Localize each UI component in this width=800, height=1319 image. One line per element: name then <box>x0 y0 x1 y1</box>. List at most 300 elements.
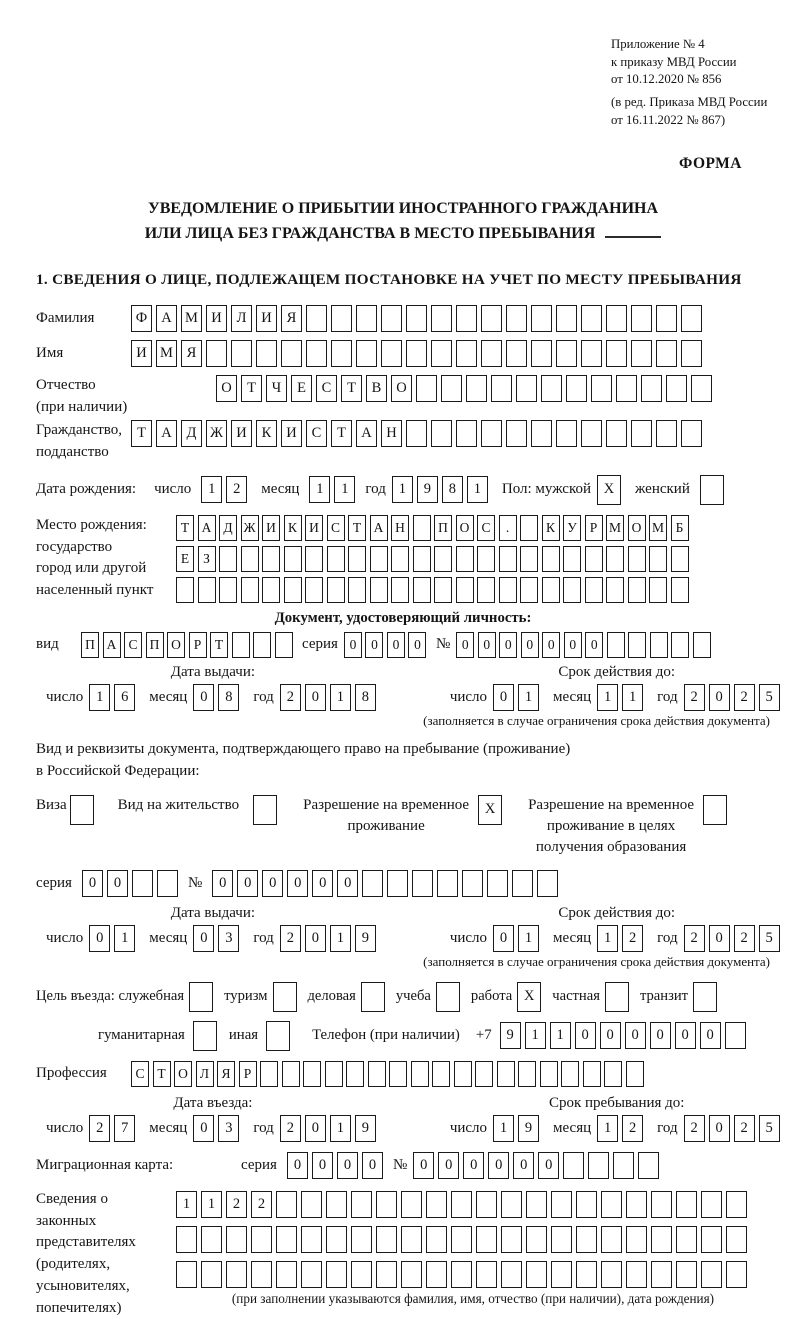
char-cell[interactable] <box>726 1191 747 1218</box>
char-cell[interactable]: Т <box>241 375 262 402</box>
char-cell[interactable] <box>626 1226 647 1253</box>
char-cell[interactable]: 2 <box>684 684 705 711</box>
char-cell[interactable]: Д <box>181 420 202 447</box>
char-cell[interactable] <box>370 546 388 572</box>
char-cell[interactable]: Т <box>131 420 152 447</box>
char-cell[interactable]: 2 <box>226 476 247 503</box>
char-cell[interactable]: 0 <box>513 1152 534 1179</box>
char-cell[interactable] <box>604 1061 622 1087</box>
char-cell[interactable] <box>451 1191 472 1218</box>
char-cell[interactable]: 0 <box>305 925 326 952</box>
char-cell[interactable]: Т <box>210 632 228 658</box>
char-cell[interactable]: Я <box>217 1061 235 1087</box>
char-cell[interactable]: А <box>156 420 177 447</box>
char-cell[interactable] <box>256 340 277 367</box>
birth-place-row3-cells[interactable] <box>176 577 692 603</box>
citizenship-cells[interactable] <box>131 420 706 447</box>
char-cell[interactable]: 0 <box>564 632 582 658</box>
char-cell[interactable]: 0 <box>305 1115 326 1142</box>
char-cell[interactable]: 9 <box>518 1115 539 1142</box>
char-cell[interactable]: С <box>306 420 327 447</box>
char-cell[interactable] <box>281 340 302 367</box>
char-cell[interactable] <box>605 982 629 1012</box>
char-cell[interactable]: О <box>174 1061 192 1087</box>
purpose-private-checkbox[interactable] <box>605 982 633 1012</box>
char-cell[interactable]: Т <box>176 515 194 541</box>
char-cell[interactable] <box>641 375 662 402</box>
char-cell[interactable]: А <box>198 515 216 541</box>
char-cell[interactable] <box>406 420 427 447</box>
char-cell[interactable]: 3 <box>218 1115 239 1142</box>
char-cell[interactable] <box>606 577 624 603</box>
char-cell[interactable] <box>526 1226 547 1253</box>
char-cell[interactable] <box>262 546 280 572</box>
char-cell[interactable]: И <box>305 515 323 541</box>
char-cell[interactable]: Е <box>291 375 312 402</box>
char-cell[interactable] <box>262 577 280 603</box>
char-cell[interactable] <box>351 1191 372 1218</box>
char-cell[interactable] <box>520 577 538 603</box>
char-cell[interactable] <box>585 546 603 572</box>
char-cell[interactable] <box>616 375 637 402</box>
char-cell[interactable]: П <box>81 632 99 658</box>
char-cell[interactable] <box>681 305 702 332</box>
char-cell[interactable] <box>326 1261 347 1288</box>
char-cell[interactable]: М <box>156 340 177 367</box>
char-cell[interactable] <box>326 1226 347 1253</box>
char-cell[interactable] <box>391 546 409 572</box>
char-cell[interactable] <box>512 870 533 897</box>
char-cell[interactable] <box>241 577 259 603</box>
char-cell[interactable]: 0 <box>709 925 730 952</box>
char-cell[interactable]: 0 <box>312 1152 333 1179</box>
char-cell[interactable] <box>628 546 646 572</box>
id-valid-year-cells[interactable] <box>684 684 784 711</box>
char-cell[interactable]: О <box>167 632 185 658</box>
purpose-work-checkbox[interactable] <box>517 982 545 1012</box>
char-cell[interactable]: 0 <box>585 632 603 658</box>
char-cell[interactable]: 0 <box>387 632 405 658</box>
char-cell[interactable]: С <box>131 1061 149 1087</box>
char-cell[interactable] <box>251 1261 272 1288</box>
char-cell[interactable]: Ж <box>206 420 227 447</box>
char-cell[interactable]: Т <box>348 515 366 541</box>
char-cell[interactable] <box>676 1191 697 1218</box>
char-cell[interactable] <box>441 375 462 402</box>
char-cell[interactable] <box>606 340 627 367</box>
birth-place-row1-cells[interactable] <box>176 515 692 541</box>
char-cell[interactable] <box>726 1261 747 1288</box>
char-cell[interactable] <box>501 1191 522 1218</box>
doc-series-cells[interactable] <box>344 632 430 658</box>
char-cell[interactable] <box>466 375 487 402</box>
char-cell[interactable] <box>531 305 552 332</box>
char-cell[interactable]: С <box>316 375 337 402</box>
char-cell[interactable]: Т <box>341 375 362 402</box>
char-cell[interactable] <box>561 1061 579 1087</box>
temp-residence-checkbox[interactable] <box>478 795 506 825</box>
char-cell[interactable] <box>476 1261 497 1288</box>
char-cell[interactable] <box>370 577 388 603</box>
purpose-humanitarian-checkbox[interactable] <box>193 1021 221 1051</box>
char-cell[interactable] <box>413 515 431 541</box>
char-cell[interactable]: 0 <box>287 1152 308 1179</box>
char-cell[interactable]: 8 <box>355 684 376 711</box>
purpose-study-checkbox[interactable] <box>436 982 464 1012</box>
res-series-cells[interactable] <box>82 870 182 897</box>
char-cell[interactable] <box>456 340 477 367</box>
char-cell[interactable]: 0 <box>521 632 539 658</box>
stay-year-cells[interactable] <box>684 1115 784 1142</box>
char-cell[interactable]: Д <box>219 515 237 541</box>
char-cell[interactable]: 8 <box>442 476 463 503</box>
char-cell[interactable]: 0 <box>538 1152 559 1179</box>
char-cell[interactable]: М <box>181 305 202 332</box>
char-cell[interactable]: 1 <box>176 1191 197 1218</box>
res-number-cells[interactable] <box>212 870 562 897</box>
char-cell[interactable]: М <box>649 515 667 541</box>
char-cell[interactable] <box>676 1226 697 1253</box>
char-cell[interactable] <box>726 1226 747 1253</box>
char-cell[interactable] <box>542 577 560 603</box>
char-cell[interactable] <box>193 1021 217 1051</box>
char-cell[interactable]: 1 <box>201 1191 222 1218</box>
char-cell[interactable]: П <box>146 632 164 658</box>
char-cell[interactable] <box>431 340 452 367</box>
char-cell[interactable] <box>219 546 237 572</box>
guardians-row1-cells[interactable] <box>176 1191 751 1218</box>
char-cell[interactable]: 0 <box>305 684 326 711</box>
phone-number-cells[interactable] <box>500 1022 750 1049</box>
char-cell[interactable]: И <box>131 340 152 367</box>
stay-day-cells[interactable] <box>493 1115 543 1142</box>
char-cell[interactable] <box>434 546 452 572</box>
char-cell[interactable] <box>348 546 366 572</box>
char-cell[interactable] <box>588 1152 609 1179</box>
char-cell[interactable]: 0 <box>709 684 730 711</box>
char-cell[interactable]: Ф <box>131 305 152 332</box>
char-cell[interactable] <box>376 1226 397 1253</box>
char-cell[interactable] <box>219 577 237 603</box>
char-cell[interactable] <box>477 546 495 572</box>
id-valid-month-cells[interactable] <box>597 684 647 711</box>
char-cell[interactable]: И <box>256 305 277 332</box>
char-cell[interactable] <box>406 305 427 332</box>
char-cell[interactable]: Я <box>181 340 202 367</box>
char-cell[interactable]: 0 <box>709 1115 730 1142</box>
char-cell[interactable]: 0 <box>107 870 128 897</box>
char-cell[interactable]: 1 <box>89 684 110 711</box>
res-issue-month-cells[interactable] <box>193 925 243 952</box>
char-cell[interactable]: И <box>231 420 252 447</box>
char-cell[interactable]: 0 <box>478 632 496 658</box>
char-cell[interactable] <box>497 1061 515 1087</box>
char-cell[interactable]: 0 <box>312 870 333 897</box>
char-cell[interactable]: 9 <box>355 925 376 952</box>
char-cell[interactable] <box>351 1261 372 1288</box>
char-cell[interactable] <box>481 340 502 367</box>
char-cell[interactable]: Р <box>239 1061 257 1087</box>
char-cell[interactable] <box>601 1191 622 1218</box>
char-cell[interactable] <box>431 305 452 332</box>
char-cell[interactable] <box>325 1061 343 1087</box>
char-cell[interactable] <box>413 577 431 603</box>
char-cell[interactable]: А <box>356 420 377 447</box>
char-cell[interactable]: Б <box>671 515 689 541</box>
char-cell[interactable]: X <box>478 795 502 825</box>
char-cell[interactable] <box>476 1226 497 1253</box>
char-cell[interactable] <box>301 1191 322 1218</box>
char-cell[interactable]: 0 <box>237 870 258 897</box>
birth-day-cells[interactable] <box>201 476 251 503</box>
char-cell[interactable]: 1 <box>493 1115 514 1142</box>
char-cell[interactable]: Л <box>196 1061 214 1087</box>
char-cell[interactable] <box>232 632 250 658</box>
char-cell[interactable]: С <box>327 515 345 541</box>
char-cell[interactable]: 2 <box>280 1115 301 1142</box>
char-cell[interactable]: 5 <box>759 925 780 952</box>
char-cell[interactable] <box>563 1152 584 1179</box>
char-cell[interactable] <box>649 546 667 572</box>
char-cell[interactable] <box>591 375 612 402</box>
char-cell[interactable]: 0 <box>493 684 514 711</box>
char-cell[interactable]: 0 <box>212 870 233 897</box>
char-cell[interactable] <box>456 577 474 603</box>
char-cell[interactable]: И <box>206 305 227 332</box>
purpose-official-checkbox[interactable] <box>189 982 217 1012</box>
char-cell[interactable]: 9 <box>417 476 438 503</box>
char-cell[interactable]: 0 <box>575 1022 596 1049</box>
char-cell[interactable] <box>454 1061 472 1087</box>
char-cell[interactable] <box>506 305 527 332</box>
char-cell[interactable]: 0 <box>700 1022 721 1049</box>
char-cell[interactable]: 1 <box>330 925 351 952</box>
purpose-business-checkbox[interactable] <box>361 982 389 1012</box>
char-cell[interactable] <box>581 420 602 447</box>
char-cell[interactable]: Е <box>176 546 194 572</box>
char-cell[interactable]: 1 <box>334 476 355 503</box>
char-cell[interactable] <box>305 546 323 572</box>
char-cell[interactable] <box>701 1226 722 1253</box>
female-checkbox[interactable] <box>700 475 728 505</box>
char-cell[interactable]: 2 <box>89 1115 110 1142</box>
char-cell[interactable]: 0 <box>365 632 383 658</box>
char-cell[interactable] <box>701 1261 722 1288</box>
char-cell[interactable] <box>231 340 252 367</box>
char-cell[interactable]: И <box>281 420 302 447</box>
char-cell[interactable] <box>671 632 689 658</box>
char-cell[interactable] <box>301 1226 322 1253</box>
char-cell[interactable] <box>541 375 562 402</box>
char-cell[interactable] <box>526 1261 547 1288</box>
char-cell[interactable] <box>583 1061 601 1087</box>
char-cell[interactable] <box>348 577 366 603</box>
char-cell[interactable] <box>412 870 433 897</box>
char-cell[interactable]: 2 <box>622 1115 643 1142</box>
char-cell[interactable] <box>276 1226 297 1253</box>
char-cell[interactable] <box>649 577 667 603</box>
char-cell[interactable] <box>516 375 537 402</box>
guardians-row3-cells[interactable] <box>176 1261 751 1288</box>
purpose-transit-checkbox[interactable] <box>693 982 721 1012</box>
char-cell[interactable]: 1 <box>525 1022 546 1049</box>
char-cell[interactable]: 1 <box>201 476 222 503</box>
char-cell[interactable]: 0 <box>89 925 110 952</box>
char-cell[interactable]: И <box>262 515 280 541</box>
char-cell[interactable]: 9 <box>355 1115 376 1142</box>
char-cell[interactable] <box>266 1021 290 1051</box>
char-cell[interactable] <box>585 577 603 603</box>
char-cell[interactable] <box>451 1261 472 1288</box>
char-cell[interactable]: 2 <box>251 1191 272 1218</box>
char-cell[interactable] <box>601 1261 622 1288</box>
char-cell[interactable]: А <box>103 632 121 658</box>
char-cell[interactable]: 0 <box>337 1152 358 1179</box>
char-cell[interactable] <box>701 1191 722 1218</box>
char-cell[interactable] <box>198 577 216 603</box>
char-cell[interactable]: 0 <box>493 925 514 952</box>
char-cell[interactable] <box>451 1226 472 1253</box>
char-cell[interactable]: 1 <box>330 684 351 711</box>
id-issue-year-cells[interactable] <box>280 684 380 711</box>
char-cell[interactable]: 1 <box>309 476 330 503</box>
char-cell[interactable]: 0 <box>488 1152 509 1179</box>
char-cell[interactable]: 2 <box>622 925 643 952</box>
char-cell[interactable] <box>275 632 293 658</box>
char-cell[interactable] <box>626 1261 647 1288</box>
char-cell[interactable] <box>368 1061 386 1087</box>
char-cell[interactable] <box>551 1191 572 1218</box>
char-cell[interactable] <box>284 546 302 572</box>
char-cell[interactable] <box>253 632 271 658</box>
char-cell[interactable]: Т <box>331 420 352 447</box>
char-cell[interactable]: 0 <box>600 1022 621 1049</box>
char-cell[interactable]: 1 <box>597 925 618 952</box>
char-cell[interactable] <box>671 577 689 603</box>
res-valid-month-cells[interactable] <box>597 925 647 952</box>
char-cell[interactable] <box>576 1191 597 1218</box>
char-cell[interactable]: 1 <box>114 925 135 952</box>
char-cell[interactable]: 0 <box>82 870 103 897</box>
char-cell[interactable] <box>676 1261 697 1288</box>
char-cell[interactable] <box>273 982 297 1012</box>
surname-cells[interactable] <box>131 305 706 332</box>
char-cell[interactable] <box>566 375 587 402</box>
char-cell[interactable]: 0 <box>413 1152 434 1179</box>
char-cell[interactable] <box>606 546 624 572</box>
char-cell[interactable] <box>260 1061 278 1087</box>
char-cell[interactable] <box>693 982 717 1012</box>
char-cell[interactable] <box>556 340 577 367</box>
char-cell[interactable]: 6 <box>114 684 135 711</box>
char-cell[interactable] <box>206 340 227 367</box>
char-cell[interactable] <box>700 475 724 505</box>
char-cell[interactable] <box>576 1226 597 1253</box>
char-cell[interactable]: 7 <box>114 1115 135 1142</box>
char-cell[interactable] <box>606 305 627 332</box>
char-cell[interactable] <box>681 420 702 447</box>
char-cell[interactable] <box>651 1261 672 1288</box>
char-cell[interactable] <box>176 1261 197 1288</box>
char-cell[interactable] <box>176 577 194 603</box>
char-cell[interactable]: 1 <box>330 1115 351 1142</box>
char-cell[interactable]: 0 <box>463 1152 484 1179</box>
char-cell[interactable]: 5 <box>759 684 780 711</box>
res-valid-year-cells[interactable] <box>684 925 784 952</box>
char-cell[interactable]: 0 <box>625 1022 646 1049</box>
char-cell[interactable] <box>518 1061 536 1087</box>
char-cell[interactable]: 0 <box>650 1022 671 1049</box>
char-cell[interactable]: 0 <box>337 870 358 897</box>
char-cell[interactable]: 1 <box>550 1022 571 1049</box>
char-cell[interactable]: 1 <box>518 925 539 952</box>
char-cell[interactable]: К <box>542 515 560 541</box>
char-cell[interactable] <box>401 1226 422 1253</box>
id-valid-day-cells[interactable] <box>493 684 543 711</box>
char-cell[interactable] <box>331 340 352 367</box>
char-cell[interactable] <box>501 1226 522 1253</box>
char-cell[interactable] <box>362 870 383 897</box>
char-cell[interactable]: З <box>198 546 216 572</box>
char-cell[interactable]: 0 <box>456 632 474 658</box>
char-cell[interactable] <box>413 546 431 572</box>
char-cell[interactable] <box>381 340 402 367</box>
char-cell[interactable]: 0 <box>193 925 214 952</box>
char-cell[interactable] <box>327 577 345 603</box>
char-cell[interactable] <box>475 1061 493 1087</box>
doc-number-cells[interactable] <box>456 632 714 658</box>
char-cell[interactable]: Р <box>585 515 603 541</box>
char-cell[interactable]: Ч <box>266 375 287 402</box>
char-cell[interactable]: 1 <box>392 476 413 503</box>
char-cell[interactable] <box>542 546 560 572</box>
char-cell[interactable]: 2 <box>684 925 705 952</box>
char-cell[interactable] <box>487 870 508 897</box>
char-cell[interactable]: 1 <box>467 476 488 503</box>
char-cell[interactable] <box>401 1191 422 1218</box>
char-cell[interactable] <box>581 340 602 367</box>
char-cell[interactable] <box>626 1191 647 1218</box>
char-cell[interactable] <box>499 546 517 572</box>
char-cell[interactable] <box>638 1152 659 1179</box>
id-issue-month-cells[interactable] <box>193 684 243 711</box>
char-cell[interactable] <box>656 340 677 367</box>
char-cell[interactable] <box>606 420 627 447</box>
char-cell[interactable] <box>305 577 323 603</box>
char-cell[interactable] <box>456 546 474 572</box>
char-cell[interactable] <box>628 632 646 658</box>
char-cell[interactable] <box>526 1191 547 1218</box>
char-cell[interactable] <box>499 577 517 603</box>
char-cell[interactable] <box>361 982 385 1012</box>
char-cell[interactable]: О <box>456 515 474 541</box>
entry-year-cells[interactable] <box>280 1115 380 1142</box>
char-cell[interactable]: 0 <box>408 632 426 658</box>
char-cell[interactable] <box>628 577 646 603</box>
char-cell[interactable]: 3 <box>218 925 239 952</box>
char-cell[interactable] <box>389 1061 407 1087</box>
char-cell[interactable] <box>563 546 581 572</box>
char-cell[interactable]: Н <box>381 420 402 447</box>
char-cell[interactable]: У <box>563 515 581 541</box>
char-cell[interactable] <box>556 305 577 332</box>
char-cell[interactable] <box>456 420 477 447</box>
char-cell[interactable]: С <box>477 515 495 541</box>
char-cell[interactable] <box>626 1061 644 1087</box>
char-cell[interactable] <box>406 340 427 367</box>
char-cell[interactable]: О <box>391 375 412 402</box>
char-cell[interactable] <box>327 546 345 572</box>
